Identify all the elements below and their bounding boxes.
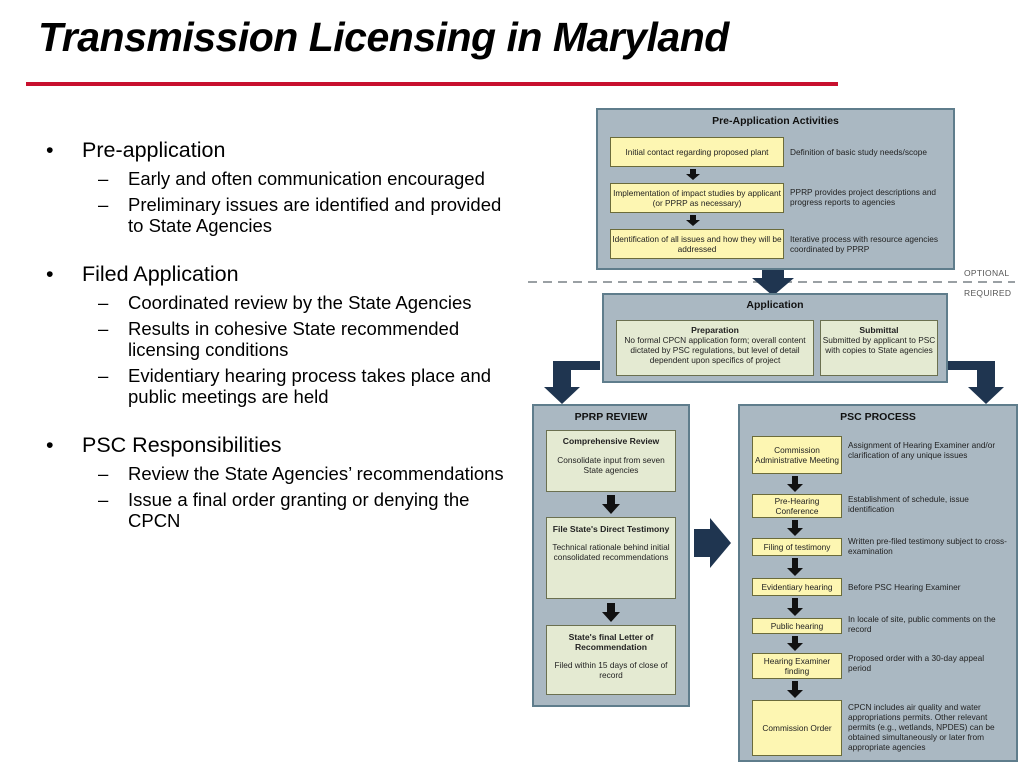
psc-step-box: Commission Administrative Meeting [752, 436, 842, 474]
psc-step-box: Filing of testimony [752, 538, 842, 556]
pprp-step-title: File State's Direct Testimony [552, 524, 670, 534]
small-arrow-down-icon [787, 558, 803, 576]
bullet-dot: • [46, 433, 54, 457]
preparation-box [616, 320, 814, 376]
small-arrow-down-icon [686, 215, 700, 226]
sub-bullet: Preliminary issues are identified and provided to State Agencies [128, 194, 502, 236]
pre-app-step-note: Iterative process with resource agencies coordinated by PPRP [790, 234, 939, 254]
sub-bullet: Results in cohesive State recommended licensing conditions [128, 318, 460, 360]
sub-bullet: Review the State Agencies’ recommendations [128, 463, 504, 484]
small-arrow-down-icon [787, 476, 803, 492]
bullet-dot: • [46, 138, 54, 162]
psc-step-box: Pre-Hearing Conference [752, 494, 842, 518]
psc-step-note: Proposed order with a 30-day appeal period [848, 653, 985, 673]
pre-app-step-note: PPRP provides project descriptions and progress reports to agencies [790, 187, 937, 207]
sub-bullet-dash: – [98, 365, 109, 386]
pprp-review-title: PPRP REVIEW [574, 411, 648, 423]
sub-bullet-dash: – [98, 318, 109, 339]
sub-bullet-dash: – [98, 168, 109, 189]
pprp-step-text: Filed within 15 days of close of record [554, 660, 668, 680]
pprp-step-title: Comprehensive Review [562, 436, 660, 446]
submittal-text: Submitted by applicant to PSC with copies to State agencies [822, 335, 936, 355]
psc-step-note: Establishment of schedule, issue identification [848, 494, 969, 514]
psc-step-note: Written pre-filed testimony subject to cross-examination [848, 536, 1007, 556]
optional-label: OPTIONAL [964, 268, 1010, 278]
bullet-heading: Pre-application [82, 138, 226, 162]
application-title: Application [746, 299, 804, 311]
sub-bullet-dash: – [98, 463, 109, 484]
sub-bullet-dash: – [98, 292, 109, 313]
preparation-text: No formal CPCN application form; overall content dictated by PSC regulations, but level of detail dependent upon specifics of project [624, 335, 806, 365]
sub-bullet: Evidentiary hearing process takes place and public meetings are held [128, 365, 492, 407]
pre-app-step-box: Implementation of impact studies by applicant (or PPRP as necessary) [610, 183, 784, 213]
small-arrow-down-icon [686, 169, 700, 180]
psc-process-panel [738, 404, 1018, 762]
pre-app-step-box: Identification of all issues and how they will be addressed [610, 229, 784, 259]
preparation-title: Preparation [691, 325, 739, 335]
pprp-step-text: Technical rationale behind initial consolidated recommendations [552, 542, 670, 562]
small-arrow-down-icon [787, 598, 803, 616]
small-arrow-down-icon [602, 603, 620, 622]
elbow-arrow-left-icon [544, 361, 600, 404]
psc-step-box: Hearing Examiner finding [752, 653, 842, 679]
pre-application-panel [596, 108, 955, 270]
small-arrow-down-icon [602, 495, 620, 514]
pprp-review-panel [532, 404, 690, 707]
pre-application-title: Pre-Application Activities [712, 115, 839, 127]
small-arrow-down-icon [787, 636, 803, 651]
psc-step-box: Commission Order [752, 700, 842, 756]
required-label: REQUIRED [964, 288, 1012, 298]
pre-app-step-note: Definition of basic study needs/scope [790, 147, 927, 157]
psc-step-note: Before PSC Hearing Examiner [848, 582, 961, 592]
submittal-title: Submittal [859, 325, 899, 335]
psc-step-note: Assignment of Hearing Examiner and/or clarification of any unique issues [848, 440, 996, 460]
sub-bullet: Early and often communication encouraged [128, 168, 485, 189]
sub-bullet-dash: – [98, 489, 109, 510]
sub-bullet-dash: – [98, 194, 109, 215]
elbow-arrow-right-icon [948, 361, 1004, 404]
psc-step-note: In locale of site, public comments on the record [848, 614, 996, 634]
sub-bullet: Coordinated review by the State Agencies [128, 292, 472, 313]
psc-step-box: Public hearing [752, 618, 842, 634]
bullet-dot: • [46, 262, 54, 286]
bullet-heading: PSC Responsibilities [82, 433, 282, 457]
pprp-step-title: State's final Letter of Recommendation [568, 632, 654, 652]
slide-title: Transmission Licensing in Maryland [38, 14, 729, 60]
application-panel [602, 293, 948, 383]
psc-step-box: Evidentiary hearing [752, 578, 842, 596]
sub-bullet: Issue a final order granting or denying the CPCN [128, 489, 470, 531]
small-arrow-down-icon [787, 520, 803, 536]
bullet-heading: Filed Application [82, 262, 239, 286]
psc-process-title: PSC PROCESS [840, 411, 916, 423]
pprp-step-text: Consolidate input from seven State agencies [557, 455, 665, 475]
psc-step-note: CPCN includes air quality and water appropriations permits. Other relevant permits (e.g., wetlands, NPDES) can be obtained simultaneously or later from appropriate agencies [848, 702, 995, 752]
pre-app-step-box: Initial contact regarding proposed plant [610, 137, 784, 167]
submittal-box [820, 320, 938, 376]
small-arrow-down-icon [787, 681, 803, 698]
arrow-right-icon [694, 518, 731, 568]
